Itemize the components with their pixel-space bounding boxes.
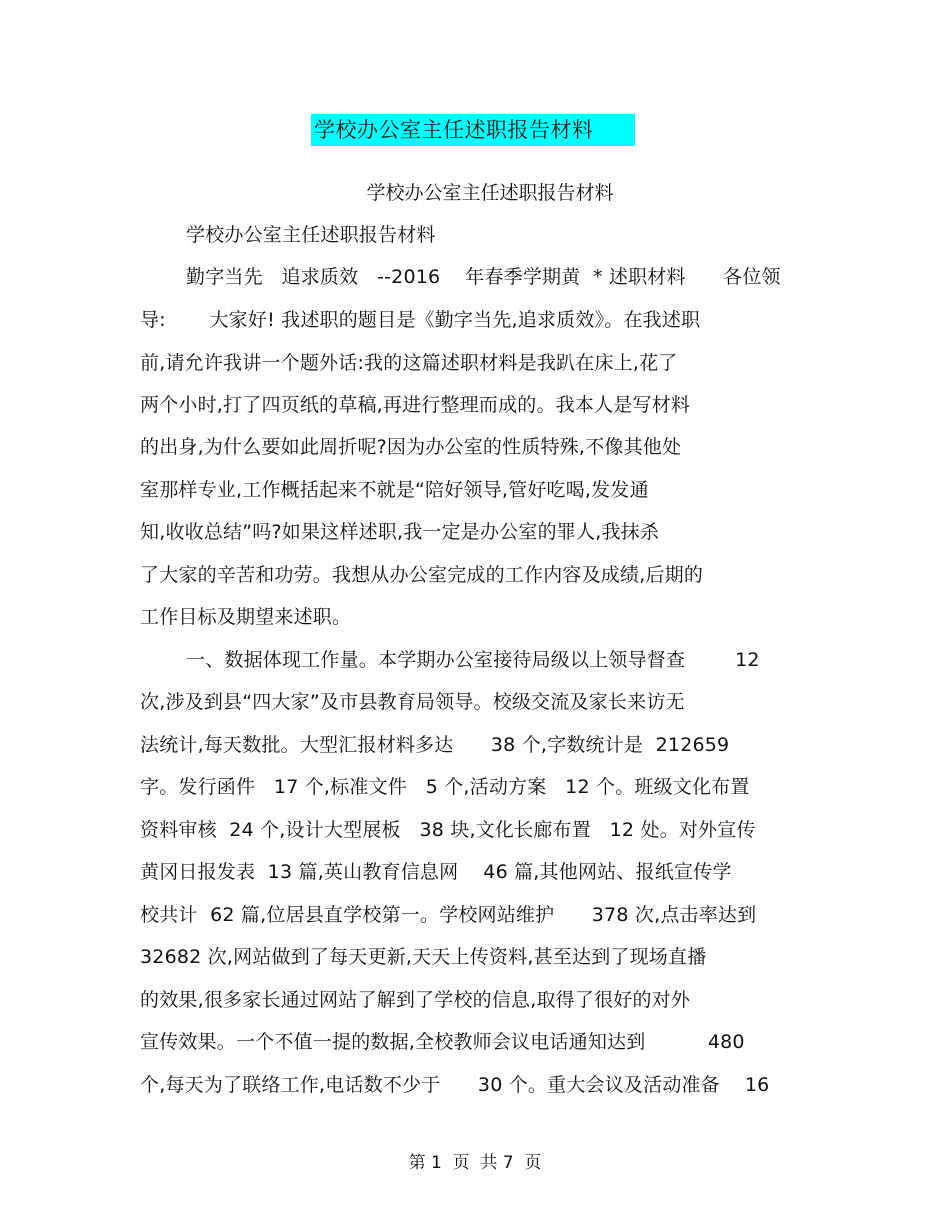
body-line: 宣传效果。一个不值一提的数据,全校教师会议电话通知达到 480 [140, 1031, 745, 1053]
body-line: 校共计 62 篇,位居县直学校第一。学校网站维护 378 次,点击率达到 [140, 904, 757, 926]
body-line: 黄冈日报发表 13 篇,英山教育信息网 46 篇,其他网站、报纸宣传学 [140, 861, 732, 883]
body-line: 法统计,每天数批。大型汇报材料多达 38 个,字数统计是 212659 [140, 734, 730, 756]
body-line: 个,每天为了联络工作,电话数不少于 30 个。重大会议及活动准备 16 [140, 1074, 770, 1096]
page-indicator: 第 1 页 共 7 页 [408, 1153, 542, 1173]
body-line: 字。发行函件 17 个,标准文件 5 个,活动方案 12 个。班级文化布置 [140, 776, 750, 798]
body-line: 知,收收总结”吗?如果这样述职,我一定是办公室的罪人,我抹杀 [140, 521, 660, 543]
body-line: 两个小时,打了四页纸的草稿,再进行整理而成的。我本人是写材料 [140, 394, 691, 416]
body-line: 次,涉及到县“四大家”及市县教育局领导。校级交流及家长来访无 [140, 691, 685, 713]
body-line: 学校办公室主任述职报告材料 [186, 224, 436, 246]
body-line: 导: 大家好! 我述职的题目是《勤字当先,追求质效》。在我述职 [140, 309, 701, 331]
document-title: 学校办公室主任述职报告材料 [311, 114, 635, 146]
body-line: 室那样专业,工作概括起来不就是“陪好领导,管好吃喝,发发通 [140, 479, 649, 501]
body-line: 的效果,很多家长通过网站了解到了学校的信息,取得了很好的对外 [140, 989, 691, 1011]
body-line: 资料审核 24 个,设计大型展板 38 块,文化长廊布置 12 处。对外宣传 [140, 819, 756, 841]
body-line: 了大家的辛苦和功劳。我想从办公室完成的工作内容及成绩,后期的 [140, 564, 704, 586]
document-subtitle: 学校办公室主任述职报告材料 [366, 182, 614, 204]
body-line: 前,请允许我讲一个题外话:我的这篇述职材料是我趴在床上,花了 [140, 352, 678, 374]
body-line: 工作目标及期望来述职。 [140, 606, 352, 628]
body-line: 32682 次,网站做到了每天更新,天天上传资料,甚至达到了现场直播 [140, 946, 707, 968]
body-line: 勤字当先 追求质效 --2016 年春季学期黄 * 述职材料 各位领 [186, 266, 781, 288]
body-line: 的出身,为什么要如此周折呢?因为办公室的性质特殊,不像其他处 [140, 436, 682, 458]
body-line: 一、数据体现工作量。本学期办公室接待局级以上领导督查 12 [186, 649, 760, 671]
